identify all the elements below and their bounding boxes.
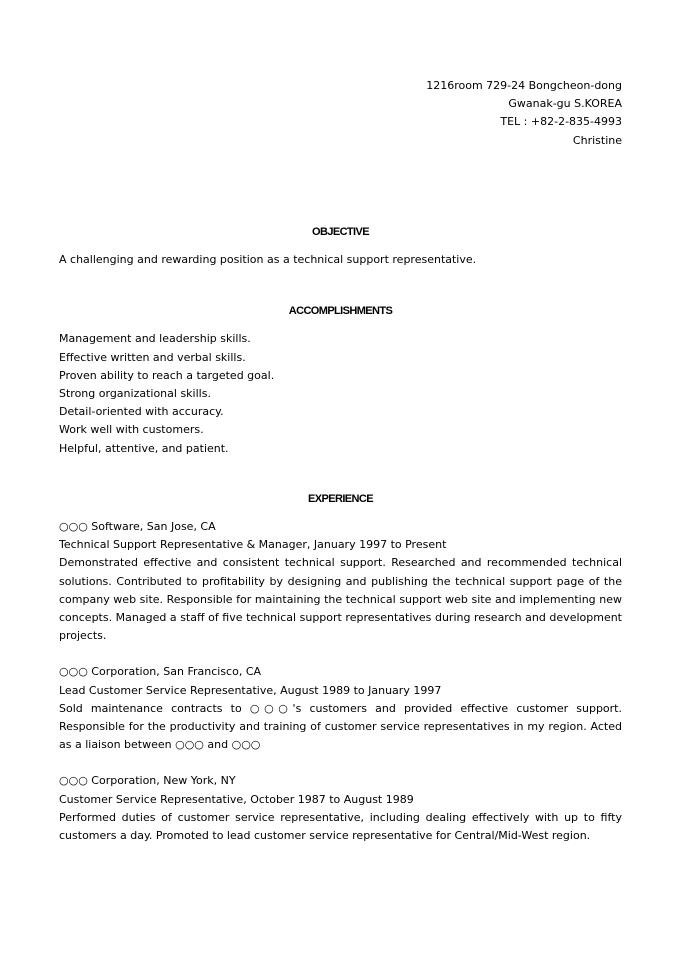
objective-text: A challenging and rewarding position as a technical support representative. <box>59 252 477 266</box>
accomplishments-heading: ACCOMPLISHMENTS <box>288 305 393 318</box>
job-description: Demonstrated effective and consistent technical support. Researched and recommended technical solutions. Contributed to profitability by designing and publishing the technical support page of the company web site. Responsible for maintaining the technical support web site and implementing new concepts. Managed a staff of five technical support representatives during research and development projects. <box>59 556 622 643</box>
job-description: Performed duties of customer service representative, including dealing effectively with up to fifty customers a day. Promoted to lead customer service representative for Central/Mid-West region. <box>59 810 622 843</box>
accomplishment-item: Detail-oriented with accuracy. <box>59 405 224 419</box>
accomplishment-item: Effective written and verbal skills. <box>59 350 246 364</box>
job-company: ○○○ Corporation, San Francisco, CA <box>59 665 262 679</box>
job-entry <box>59 518 622 645</box>
accomplishment-item: Strong organizational skills. <box>59 386 211 400</box>
accomplishment-item: Management and leadership skills. <box>59 332 251 346</box>
job-title: Lead Customer Service Representative, August 1989 to January 1997 <box>59 683 442 697</box>
resume-page <box>59 77 622 845</box>
job-description: Sold maintenance contracts to ○○○'s customers and provided effective customer support. Responsible for the productivity and training of customer service representatives in my region. Acted as a liaison between ○○○ and ○○○ <box>59 701 622 752</box>
job-entry <box>59 663 622 754</box>
job-company: ○○○ Software, San Jose, CA <box>59 519 216 533</box>
accomplishment-item: Proven ability to reach a targeted goal. <box>59 368 275 382</box>
address-line-1: 1216room 729-24 Bongcheon-dong <box>426 79 622 92</box>
phone-line: TEL : +82-2-835-4993 <box>500 115 622 129</box>
address-line-2: Gwanak-gu S.KOREA <box>508 97 622 111</box>
applicant-name: Christine <box>572 133 622 147</box>
job-company: ○○○ Corporation, New York, NY <box>59 774 236 788</box>
accomplishment-item: Work well with customers. <box>59 423 204 437</box>
job-title: Customer Service Representative, October 1987 to August 1989 <box>59 792 414 806</box>
job-entry <box>59 772 622 845</box>
experience-heading: EXPERIENCE <box>308 492 373 505</box>
address-block <box>59 77 622 150</box>
accomplishment-item: Helpful, attentive, and patient. <box>59 441 229 455</box>
job-title: Technical Support Representative & Manager, January 1997 to Present <box>59 538 447 552</box>
accomplishments-list <box>59 330 622 457</box>
objective-heading: OBJECTIVE <box>312 225 369 238</box>
